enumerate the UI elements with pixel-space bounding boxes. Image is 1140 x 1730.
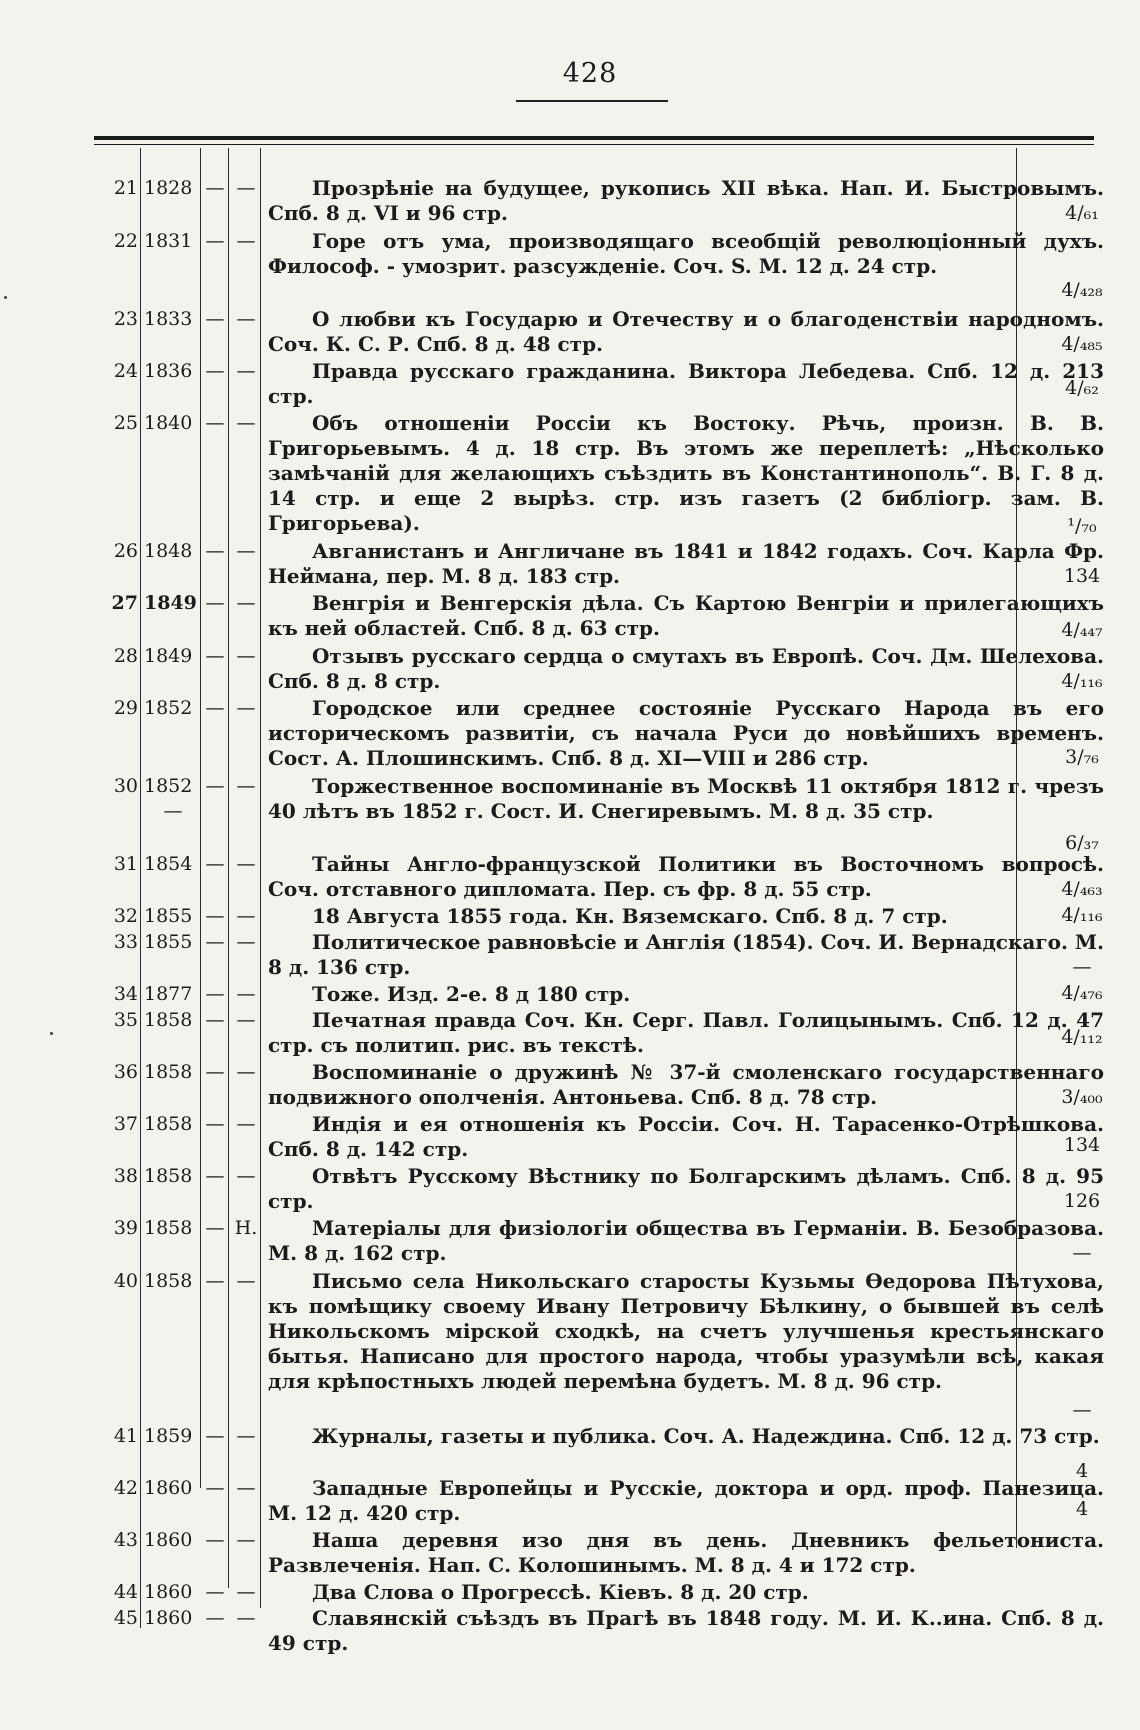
entry-mark-1: — <box>205 412 225 434</box>
entry-shelfmark: 4 <box>1075 1460 1089 1482</box>
catalog-entry <box>92 1424 1132 1482</box>
entry-text: Западные Европейцы и Русскіе, доктора и орд. проф. Панезица. М. 12 д. 420 стр. <box>268 1476 1104 1525</box>
entry-text: Письмо села Никольскаго старосты Кузьмы Ѳедорова Пѣтухова, къ помѣщику своему Ивану Петровичу Бѣлкину, о бывшей въ селѣ Никольскомъ мірской сходкѣ, на счетъ улучшенья крестьянскаго бытья. Написано для простого народа, чтобы уразумѣли всѣ, какая для крѣпостныхъ людей перемѣна будетъ. М. 8 д. 96 стр. <box>268 1269 1104 1393</box>
entry-shelfmark: 3/₇₆ <box>1065 746 1099 768</box>
entry-shelfmark: 4/₄₂₈ <box>1061 279 1103 301</box>
entry-mark-2: — <box>236 360 256 382</box>
entry-text: Славянскій съѣздъ въ Прагѣ въ 1848 году. М. И. К..ина. Спб. 8 д. 49 стр. <box>268 1606 1104 1655</box>
entry-shelfmark: 4/₆₂ <box>1065 377 1099 399</box>
entry-mark-1: — <box>205 1529 225 1551</box>
entry-shelfmark: 4/₄₆₃ <box>1061 878 1103 900</box>
top-rule-thin <box>94 144 1094 145</box>
entry-year: 1849 <box>144 645 193 667</box>
entry-shelfmark: 6/₃₇ <box>1065 832 1099 854</box>
entry-mark-2: — <box>236 1607 256 1629</box>
entry-text: Отзывъ русскаго сердца о смутахъ въ Европѣ. Соч. Дм. Шелехова. Спб. 8 д. 8 стр. <box>268 644 1104 693</box>
entry-mark-1: — <box>205 1581 225 1603</box>
catalog-entry <box>92 644 1132 696</box>
entry-text: Воспоминаніе о дружинѣ № 37-й смоленскаго государственнаго подвижного ополченія. Антоньева. Спб. 8 д. 78 стр. <box>268 1060 1104 1109</box>
entry-text: Наша деревня изо дня въ день. Дневникъ фельетониста. Развлеченія. Нап. С. Колошинымъ. М. 8 д. 4 и 172 стр. <box>268 1528 1104 1577</box>
entry-mark-2: — <box>236 853 256 875</box>
entry-year: 1858 <box>144 1217 193 1239</box>
entry-text: Тайны Англо-французской Политики въ Восточномъ вопросѣ. Соч. отставного дипломата. Пер. съ фр. 8 д. 55 стр. <box>268 852 1104 901</box>
entry-year: 1855 <box>144 931 193 953</box>
catalog-entry <box>92 1476 1132 1528</box>
entry-mark-1: — <box>205 1113 225 1135</box>
entry-text: Индія и ея отношенія къ Россіи. Соч. Н. Тарасенко-Отрѣшкова. Спб. 8 д. 142 стр. <box>268 1112 1104 1161</box>
entry-text: Правда русскаго гражданина. Виктора Лебедева. Спб. 12 д. 213 стр. <box>268 359 1104 408</box>
entry-text: Отвѣтъ Русскому Вѣстнику по Болгарскимъ дѣламъ. Спб. 8 д. 95 стр. <box>268 1164 1104 1213</box>
entry-text: Городское или среднее состояніе Русскаго Народа въ его историческомъ развитіи, съ начала Руси до новѣйшихъ временъ. Сост. А. Плошинскимъ. Спб. 8 д. XI—VIII и 286 стр. <box>268 696 1104 770</box>
page-number-rule <box>516 100 668 102</box>
catalog-entry <box>92 1112 1132 1164</box>
catalog-entry <box>92 1528 1132 1580</box>
entry-text: 18 Августа 1855 года. Кн. Вяземскаго. Спб. 8 д. 7 стр. <box>312 904 948 928</box>
entry-year: 1877 <box>144 983 193 1005</box>
entry-number: 30 <box>113 775 138 797</box>
catalog-entry <box>92 930 1132 982</box>
entry-year: 1852 <box>144 775 193 797</box>
entry-shelfmark: — <box>1072 956 1092 978</box>
catalog-entry <box>92 411 1132 539</box>
entry-number: 28 <box>113 645 138 667</box>
entry-mark-1: — <box>205 540 225 562</box>
entry-number: 25 <box>113 412 138 434</box>
entry-number: 45 <box>113 1607 138 1629</box>
entry-mark-1: — <box>205 853 225 875</box>
catalog-entry <box>92 904 1132 930</box>
entry-year: 1858 <box>144 1113 193 1135</box>
top-rule-thick <box>94 136 1094 140</box>
entry-mark-2: — <box>236 645 256 667</box>
entry-mark-1: — <box>205 177 225 199</box>
entry-year: 1828 <box>144 177 193 199</box>
entry-mark-1: — <box>205 905 225 927</box>
entry-mark-2: — <box>236 775 256 797</box>
catalog-entry <box>92 1606 1132 1658</box>
entry-shelfmark: 4/₄₈₅ <box>1061 333 1103 355</box>
entry-number: 23 <box>113 308 138 330</box>
entry-number: 29 <box>113 697 138 719</box>
entry-mark-1: — <box>205 983 225 1005</box>
entry-year: 1852 <box>144 697 193 719</box>
entry-mark-2: — <box>236 308 256 330</box>
entry-mark-1: — <box>205 775 225 797</box>
entry-mark-1: — <box>205 1477 225 1499</box>
catalog-entry <box>92 1580 1132 1606</box>
entry-mark-2: Н. <box>234 1217 258 1239</box>
entry-mark-2: — <box>236 1425 256 1447</box>
catalog-entry <box>92 1008 1132 1060</box>
catalog-entry <box>92 696 1132 774</box>
entry-number: 34 <box>113 983 138 1005</box>
entry-shelfmark: 126 <box>1063 1190 1101 1212</box>
entry-shelfmark: — <box>1072 1242 1092 1264</box>
entry-mark-1: — <box>205 1009 225 1031</box>
entry-year: 1860 <box>144 1477 193 1499</box>
entry-number: 27 <box>111 592 138 614</box>
entry-mark-1: — <box>205 592 225 614</box>
entry-year: 1858 <box>144 1009 193 1031</box>
margin-speck <box>50 1032 53 1035</box>
entry-mark-2: — <box>236 905 256 927</box>
entry-shelfmark: 4/₄₄₇ <box>1061 619 1103 641</box>
entry-mark-1: — <box>205 1607 225 1629</box>
entry-shelfmark: 4/₁₁₂ <box>1061 1026 1103 1048</box>
entry-mark-2: — <box>236 177 256 199</box>
entry-number: 31 <box>113 853 138 875</box>
page-number: 428 <box>562 58 618 89</box>
entry-text: Горе отъ ума, производящаго всеобщій революціонный духъ. Философ. - умозрит. разсужденіе. Соч. S. M. 12 д. 24 стр. <box>268 229 1104 278</box>
entry-year: 1840 <box>144 412 193 434</box>
entry-year: 1860 <box>144 1529 193 1551</box>
entry-year: 1855 <box>144 905 193 927</box>
entry-shelfmark: 4/₆₁ <box>1065 202 1099 224</box>
catalog-table <box>92 176 1132 1658</box>
catalog-entry <box>92 1216 1132 1269</box>
entry-mark-2: — <box>236 1581 256 1603</box>
entry-shelfmark: — <box>1072 1399 1092 1421</box>
catalog-entry <box>92 359 1132 411</box>
catalog-entry <box>92 307 1132 359</box>
entry-shelfmark: 4/₄₇₆ <box>1061 982 1103 1004</box>
entry-text: Прозрѣніе на будущее, рукопись XII вѣка. Нап. И. Быстровымъ. Спб. 8 д. VI и 96 стр. <box>268 176 1104 225</box>
entry-text: Журналы, газеты и публика. Соч. А. Надеждина. Спб. 12 д. 73 стр. <box>312 1424 1100 1448</box>
entry-year: 1848 <box>144 540 193 562</box>
entry-mark-2: — <box>236 540 256 562</box>
entry-mark-2: — <box>236 1009 256 1031</box>
entry-shelfmark: ¹/₇₀ <box>1067 515 1097 537</box>
entry-text: Авганистанъ и Англичане въ 1841 и 1842 годахъ. Соч. Карла Фр. Неймана, пер. М. 8 д. 183 стр. <box>268 539 1104 588</box>
entry-year: 1860 <box>144 1607 193 1629</box>
entry-mark-2: — <box>236 1270 256 1292</box>
entry-shelfmark: 3/₄₀₀ <box>1061 1086 1103 1108</box>
entry-mark-1: — <box>205 697 225 719</box>
entry-text: Два Слова о Прогрессѣ. Кіевъ. 8 д. 20 стр. <box>312 1580 809 1604</box>
entry-mark-1: — <box>205 1425 225 1447</box>
entry-mark-2: — <box>236 1113 256 1135</box>
catalog-entry <box>92 229 1132 307</box>
catalog-entry <box>92 539 1132 591</box>
catalog-entry <box>92 852 1132 904</box>
entry-number: 22 <box>113 230 138 252</box>
entry-number: 35 <box>113 1009 138 1031</box>
catalog-entry <box>92 982 1132 1008</box>
catalog-entry <box>92 1164 1132 1216</box>
entry-mark-1: — <box>205 1061 225 1083</box>
catalog-entry <box>92 774 1132 852</box>
entry-mark-2: — <box>236 697 256 719</box>
entry-mark-2: — <box>236 931 256 953</box>
entry-year: 1831 <box>144 230 193 252</box>
entry-mark-2: — <box>236 230 256 252</box>
entry-shelfmark: 4/₁₁₆ <box>1061 904 1103 926</box>
entry-mark-2: — <box>236 412 256 434</box>
entry-year: 1858 <box>144 1165 193 1187</box>
entry-text: Печатная правда Соч. Кн. Серг. Павл. Голицынымъ. Спб. 12 д. 47 стр. съ политип. рис. въ текстѣ. <box>268 1008 1104 1057</box>
entry-number: 36 <box>113 1061 138 1083</box>
entry-mark-2: — <box>236 983 256 1005</box>
entry-shelfmark: 4 <box>1075 1498 1089 1520</box>
entry-mark-1: — <box>205 1165 225 1187</box>
entry-text: Политическое равновѣсіе и Англія (1854). Соч. И. Вернадскаго. М. 8 д. 136 стр. <box>268 930 1104 979</box>
entry-year: 1860 <box>144 1581 193 1603</box>
entry-text: Матеріалы для физіологіи общества въ Германіи. В. Безобразова. М. 8 д. 162 стр. <box>268 1216 1104 1265</box>
entry-number: 21 <box>113 177 138 199</box>
entry-year: 1836 <box>144 360 193 382</box>
entry-shelfmark: 134 <box>1063 565 1101 587</box>
entry-year: 1858 <box>144 1061 193 1083</box>
entry-shelfmark: 134 <box>1063 1134 1101 1156</box>
entry-mark-1: — <box>205 645 225 667</box>
entry-text: Венгрія и Венгерскія дѣла. Съ Картою Венгріи и прилегающихъ къ ней областей. Спб. 8 д. 63 стр. <box>268 591 1104 640</box>
entry-number: 33 <box>113 931 138 953</box>
entry-shelfmark: 4/₁₁₆ <box>1061 670 1103 692</box>
year-ditto-dash: — <box>163 800 183 822</box>
entry-mark-1: — <box>205 360 225 382</box>
entry-text: О любви къ Государю и Отечеству и о благоденствіи народномъ. Соч. К. С. Р. Спб. 8 д. 48 стр. <box>268 307 1104 356</box>
margin-speck <box>4 296 7 299</box>
catalog-entry <box>92 176 1132 229</box>
entry-number: 37 <box>113 1113 138 1135</box>
entry-text: Тоже. Изд. 2-е. 8 д 180 стр. <box>312 982 631 1006</box>
entry-text: Торжественное воспоминаніе въ Москвѣ 11 октября 1812 г. чрезъ 40 лѣтъ въ 1852 г. Сост. И. Снегиревымъ. М. 8 д. 35 стр. <box>268 774 1104 823</box>
catalog-entry <box>92 591 1132 644</box>
entry-year: 1833 <box>144 308 193 330</box>
entry-mark-1: — <box>205 931 225 953</box>
entry-mark-2: — <box>236 1061 256 1083</box>
entry-mark-1: — <box>205 230 225 252</box>
entry-number: 24 <box>113 360 138 382</box>
entry-mark-2: — <box>236 1165 256 1187</box>
entry-mark-1: — <box>205 1270 225 1292</box>
entry-mark-2: — <box>236 592 256 614</box>
entry-year: 1858 <box>144 1270 193 1292</box>
entry-text: Объ отношеніи Россіи къ Востоку. Рѣчь, произн. В. В. Григорьевымъ. 4 д. 18 стр. Въ этомъ же переплетѣ: „Нѣсколько замѣчаній для желающихъ съѣздить въ Константинополь“. В. Г. 8 д. 14 стр. и еще 2 вырѣз. стр. изъ газетъ (2 библіогр. зам. В. Григорьева). <box>268 411 1104 535</box>
catalog-entry <box>92 1269 1132 1424</box>
entry-mark-2: — <box>236 1529 256 1551</box>
entry-number: 39 <box>113 1217 138 1239</box>
entry-mark-2: — <box>236 1477 256 1499</box>
entry-number: 44 <box>113 1581 138 1603</box>
entry-number: 42 <box>113 1477 138 1499</box>
entry-year: 1859 <box>144 1425 193 1447</box>
entry-number: 43 <box>113 1529 138 1551</box>
entry-year: 1849 <box>144 592 197 614</box>
entry-number: 26 <box>113 540 138 562</box>
entry-mark-1: — <box>205 1217 225 1239</box>
entry-number: 40 <box>113 1270 138 1292</box>
entry-number: 38 <box>113 1165 138 1187</box>
entry-year: 1854 <box>144 853 193 875</box>
entry-number: 32 <box>113 905 138 927</box>
catalog-entry <box>92 1060 1132 1112</box>
entry-number: 41 <box>113 1425 138 1447</box>
entry-mark-1: — <box>205 308 225 330</box>
